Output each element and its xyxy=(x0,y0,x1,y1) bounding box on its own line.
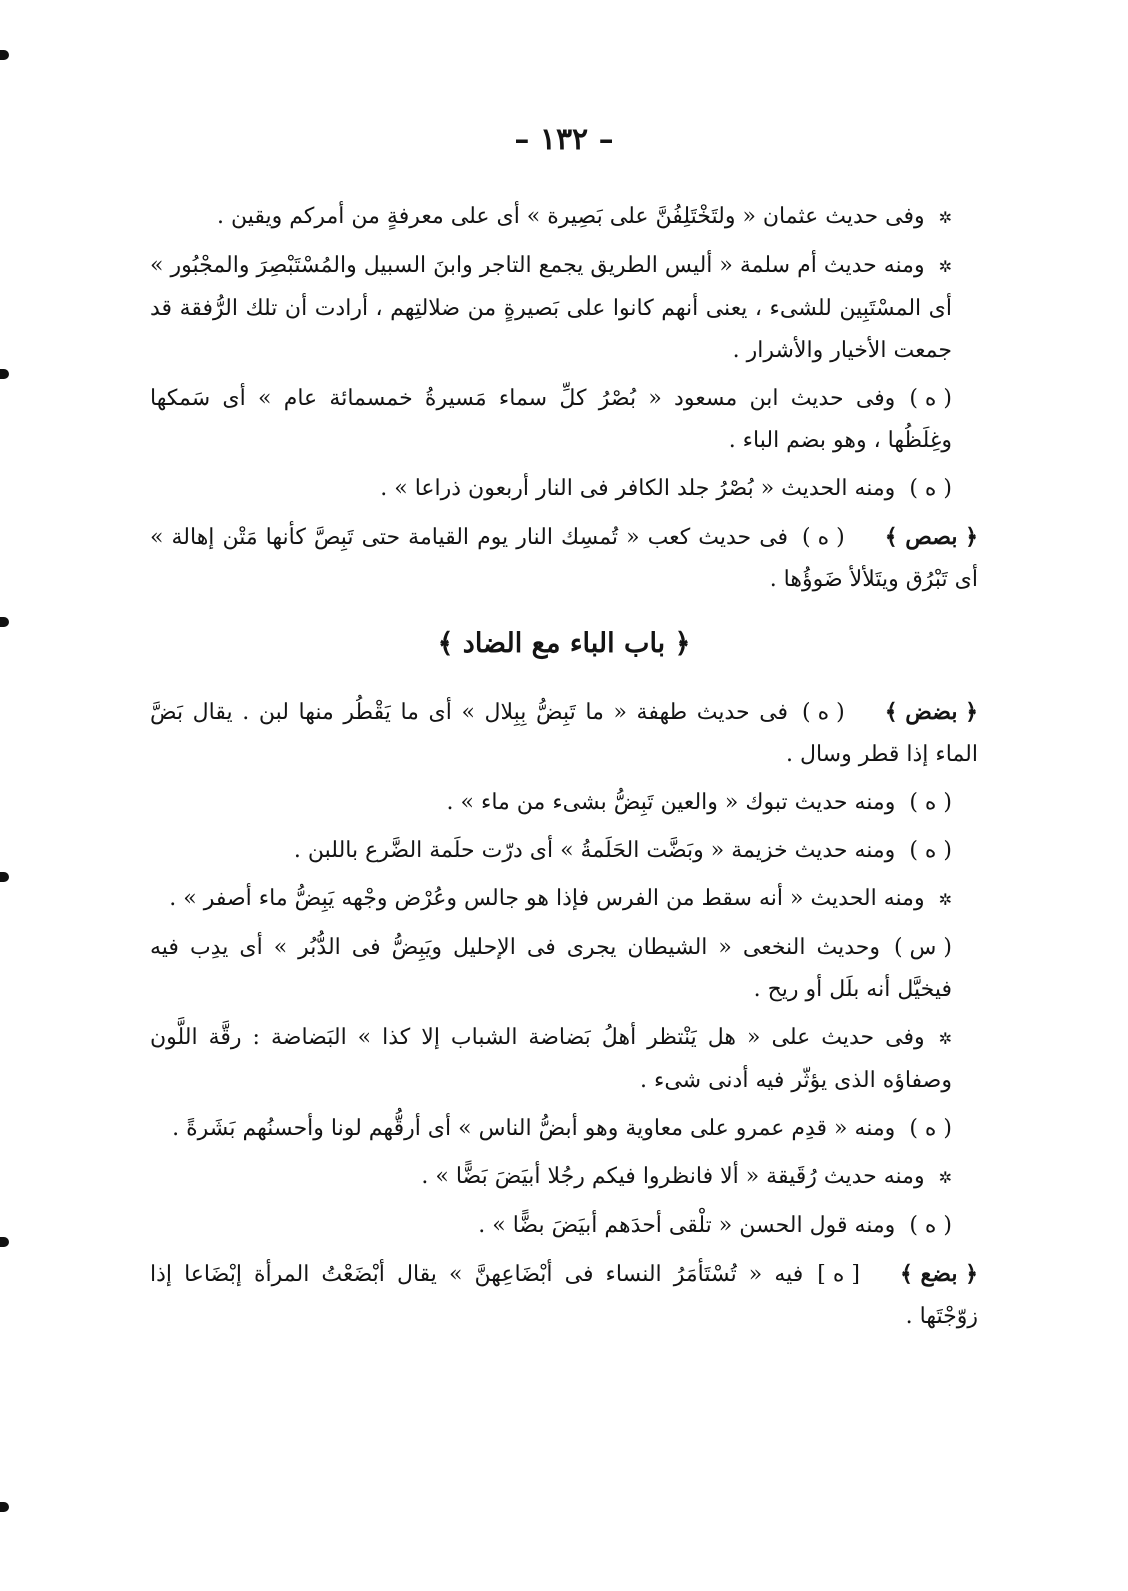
paragraph-text: ومنه حديث أم سلمة « أليس الطريق يجمع التاجر وابنَ السبيل والمُسْتَبْصِرَ والمجْبُور » أى المسْتَبِين للشىء ، يعنى أنهم كانوا على بَصيرةٍ من ضلالتِهم ، أرادت أن تلك الرُّفقة قد جمعت الأخيار والأشرار . xyxy=(150,253,952,363)
paragraph-text: فى حديث طهفة « ما تَبِضُّ بِبِلال » أى ما يَقْطُر منها لبن . يقال بَضَّ الماء إذا قطر وسال . xyxy=(150,700,978,767)
chapter-heading: ﴿ باب الباء مع الضاد ﴾ xyxy=(437,628,691,659)
source-marker: ( س ) xyxy=(893,935,952,960)
source-marker: ( ه ) xyxy=(909,790,952,815)
paragraph-text: فيه « تُسْتَأمَرُ النساء فى أبْضَاعِهنَّ » يقال أبْضَعْتُ المرأة إبْضَاعا إذا زوّجْتَها . xyxy=(150,1262,978,1329)
source-marker: ( ه ) xyxy=(909,838,952,863)
paragraph xyxy=(150,516,978,601)
entry-heading: ﴿ بصص ﴾ xyxy=(884,524,978,550)
binding-mark xyxy=(0,50,9,60)
paragraph xyxy=(150,1108,978,1150)
paragraph xyxy=(150,1205,978,1247)
source-marker: ( ه ) xyxy=(802,700,845,725)
star-marker: ✲ xyxy=(938,890,952,909)
paragraph-text: وفى حديث على « هل يَنْتظر أهلُ بَضاضة الشباب إلا كذا » البَضاضة : رقَّة اللَّون وصفاؤه الذى يؤثّر فيه أدنى شىء . xyxy=(150,1025,952,1093)
source-marker: ( ه ) xyxy=(909,386,952,411)
binding-mark xyxy=(0,369,9,379)
paragraph xyxy=(150,196,978,239)
paragraph xyxy=(150,691,978,776)
paragraph-text: ومنه حديث خزيمة « وبَضَّت الحَلَمةُ » أى درّت حلَمة الضَّرع باللبن . xyxy=(293,838,896,863)
paragraph-text: ومنه « قدِم عمرو على معاوية وهو أبضُّ الناس » أى أرقُّهم لونا وأحسنُهم بَشَرةً . xyxy=(172,1116,896,1141)
binding-mark xyxy=(0,1237,9,1247)
paragraph xyxy=(150,1156,978,1199)
entry-heading: ﴿ بضض ﴾ xyxy=(884,699,978,725)
paragraph-text: فى حديث كعب « تُمسِك النار يوم القيامة حتى تَبِصَّ كأنها مَتْن إهالة » أى تَبْرُق ويتَلألأ ضَوؤُها . xyxy=(150,525,978,592)
page-number: – ١٣٢ – xyxy=(514,122,614,157)
paragraph-text: وفى حديث ابن مسعود « بُصْرُ كلِّ سماء مَسيرةُ خمسمائة عام » أى سَمكها وغِلَظُها ، وهو بضم الباء . xyxy=(150,386,952,453)
paragraph-text: وحديث النخعى « الشيطان يجرى فى الإحليل ويَبِضُّ فى الدُّبُر » أى يدِب فيه فيخيَّل أنه بلَل أو ريح . xyxy=(150,935,952,1002)
paragraph-text: ومنه الحديث « أنه سقط من الفرس فإذا هو جالس وعُرْض وجْهه يَبِضُّ ماء أصفر » . xyxy=(169,886,925,911)
paragraph xyxy=(150,927,978,1011)
paragraph xyxy=(150,245,978,372)
binding-mark xyxy=(0,1502,9,1512)
paragraph xyxy=(150,878,978,921)
source-marker: [ ه ] xyxy=(817,1262,860,1287)
paragraph xyxy=(150,830,978,872)
paragraph xyxy=(150,378,978,462)
paragraph-text: ومنه الحديث « بُصْرُ جلد الكافر فى النار أربعون ذراعا » . xyxy=(380,476,896,501)
paragraph xyxy=(150,1253,978,1338)
source-marker: ( ه ) xyxy=(802,525,845,550)
paragraph xyxy=(150,468,978,510)
star-marker: ✲ xyxy=(938,257,952,276)
star-marker: ✲ xyxy=(938,1168,952,1187)
source-marker: ( ه ) xyxy=(909,476,952,501)
binding-mark xyxy=(0,617,9,627)
paragraph xyxy=(150,1017,978,1102)
paragraph-text: ومنه حديث رُقَيقة « ألا فانظروا فيكم رجُلا أبيَضَ بَضًّا » . xyxy=(421,1164,925,1189)
paragraph-text: وفى حديث عثمان « ولتَخْتَلِفُنَّ على بَصِيرة » أى على معرفةٍ من أمركم ويقين . xyxy=(216,204,925,229)
binding-mark xyxy=(0,872,9,882)
entry-heading: ﴿ بضع ﴾ xyxy=(899,1261,978,1287)
source-marker: ( ه ) xyxy=(909,1213,952,1238)
paragraph xyxy=(150,782,978,824)
main-text xyxy=(150,196,978,1344)
paragraph-text: ومنه قول الحسن « تلْقى أحدَهم أبيَضَ بضًّا » . xyxy=(478,1213,896,1238)
paragraph-text: ومنه حديث تبوك « والعين تَبِضُّ بشىء من ماء » . xyxy=(446,790,896,815)
source-marker: ( ه ) xyxy=(909,1116,952,1141)
star-marker: ✲ xyxy=(938,208,952,227)
star-marker: ✲ xyxy=(938,1029,952,1048)
